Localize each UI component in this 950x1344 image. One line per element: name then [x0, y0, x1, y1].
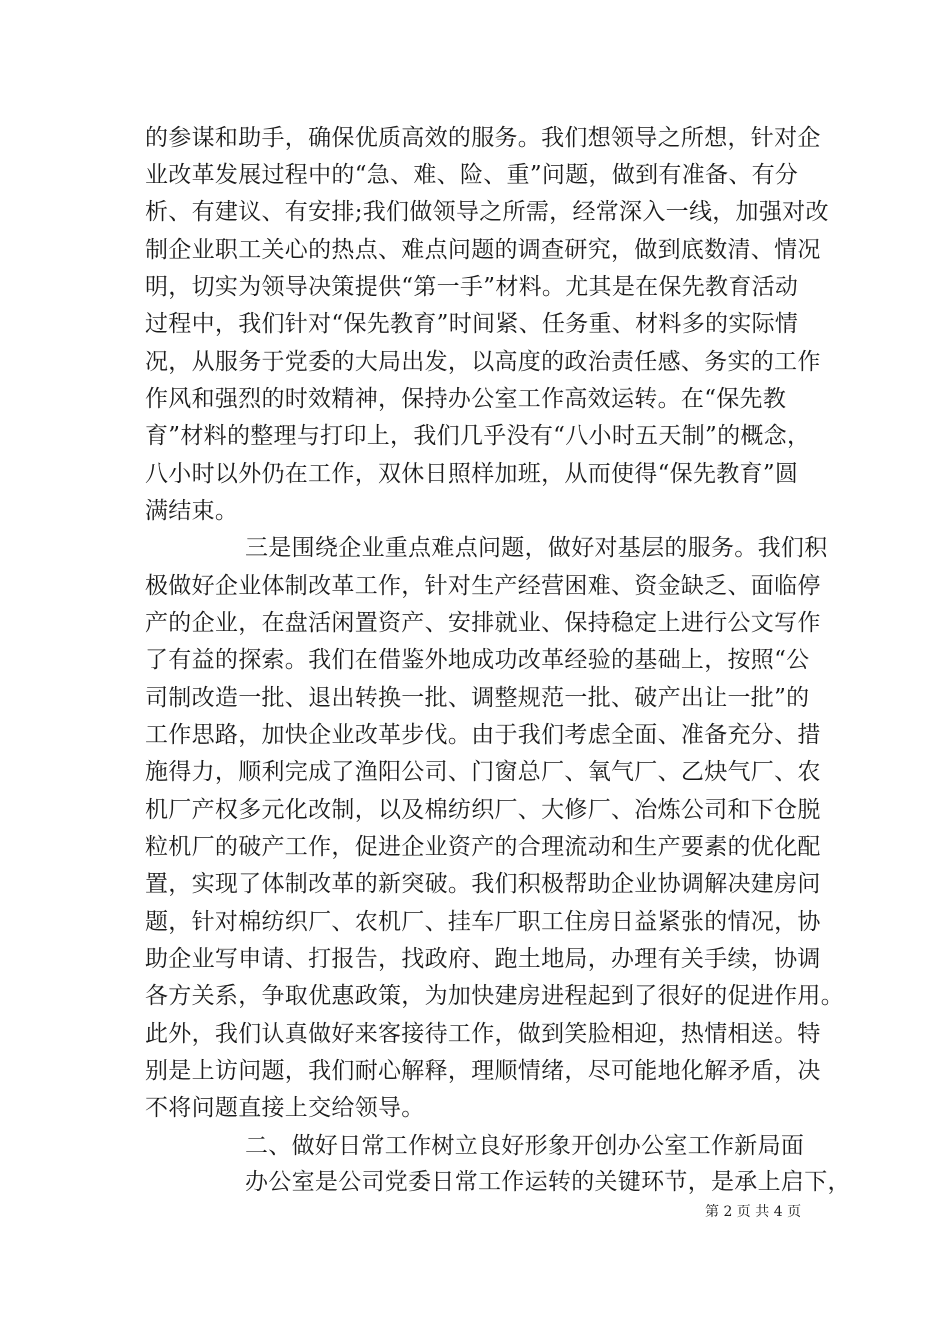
paragraph-line: 办公室是公司党委日常工作运转的关键环节，是承上启下， — [245, 1169, 851, 1195]
paragraph-line: 的参谋和助手，确保优质高效的服务。我们想领导之所想，针对企 — [145, 125, 821, 151]
paragraph-line: 况，从服务于党委的大局出发，以高度的政治责任感、务实的工作 — [145, 349, 821, 375]
paragraph-line: 机厂产权多元化改制，以及棉纺织厂、大修厂、冶炼公司和下仓脱 — [145, 797, 821, 823]
paragraph-line: 粒机厂的破产工作，促进企业资产的合理流动和生产要素的优化配 — [145, 834, 821, 860]
paragraph-line: 业改革发展过程中的“急、难、险、重”问题，做到有准备、有分 — [145, 162, 799, 188]
paragraph-line: 制企业职工关心的热点、难点问题的调查研究，做到底数清、情况 — [145, 237, 821, 263]
paragraph-line: 满结束。 — [145, 498, 239, 524]
paragraph-line: 不将问题直接上交给领导。 — [145, 1095, 425, 1121]
paragraph-line: 司制改造一批、退出转换一批、调整规范一批、破产出让一批”的 — [145, 685, 810, 711]
paragraph-line: 题，针对棉纺织厂、农机厂、挂车厂职工住房日益紧张的情况，协 — [145, 909, 821, 935]
section-heading: 二、做好日常工作树立良好形象开创办公室工作新局面 — [245, 1133, 805, 1159]
paragraph-line: 三是围绕企业重点难点问题，做好对基层的服务。我们积 — [245, 535, 828, 561]
paragraph-line: 置，实现了体制改革的新突破。我们积极帮助企业协调解决建房问 — [145, 871, 821, 897]
paragraph-line: 过程中，我们针对“保先教育”时间紧、任务重、材料多的实际情 — [145, 311, 799, 337]
paragraph-line: 育”材料的整理与打印上，我们几乎没有“八小时五天制”的概念， — [145, 423, 811, 449]
paragraph-line: 了有益的探索。我们在借鉴外地成功改革经验的基础上，按照“公 — [145, 647, 810, 673]
paragraph-line: 明，切实为领导决策提供“第一手”材料。尤其是在保先教育活动 — [145, 274, 799, 300]
paragraph-line: 作风和强烈的时效精神，保持办公室工作高效运转。在“保先教 — [145, 386, 787, 412]
paragraph-line: 别是上访问题，我们耐心解释，理顺情绪，尽可能地化解矛盾，决 — [145, 1058, 821, 1084]
paragraph-line: 析、有建议、有安排;我们做领导之所需，经常深入一线，加强对改 — [145, 199, 829, 225]
paragraph-line: 各方关系，争取优惠政策，为加快建房进程起到了很好的促进作用。 — [145, 983, 844, 1009]
paragraph-line: 产的企业，在盘活闲置资产、安排就业、保持稳定上进行公文写作 — [145, 610, 821, 636]
paragraph-line: 助企业写申请、打报告，找政府、跑土地局，办理有关手续，协调 — [145, 946, 821, 972]
paragraph-line: 八小时以外仍在工作，双休日照样加班，从而使得“保先教育”圆 — [145, 461, 799, 487]
paragraph-line: 极做好企业体制改革工作，针对生产经营困难、资金缺乏、面临停 — [145, 573, 821, 599]
page-number: 第 2 页 共 4 页 — [705, 1204, 802, 1220]
paragraph-line: 施得力，顺利完成了渔阳公司、门窗总厂、氧气厂、乙炔气厂、农 — [145, 759, 821, 785]
paragraph-line: 工作思路，加快企业改革步伐。由于我们考虑全面、准备充分、措 — [145, 722, 821, 748]
paragraph-line: 此外，我们认真做好来客接待工作，做到笑脸相迎，热情相送。特 — [145, 1021, 821, 1047]
